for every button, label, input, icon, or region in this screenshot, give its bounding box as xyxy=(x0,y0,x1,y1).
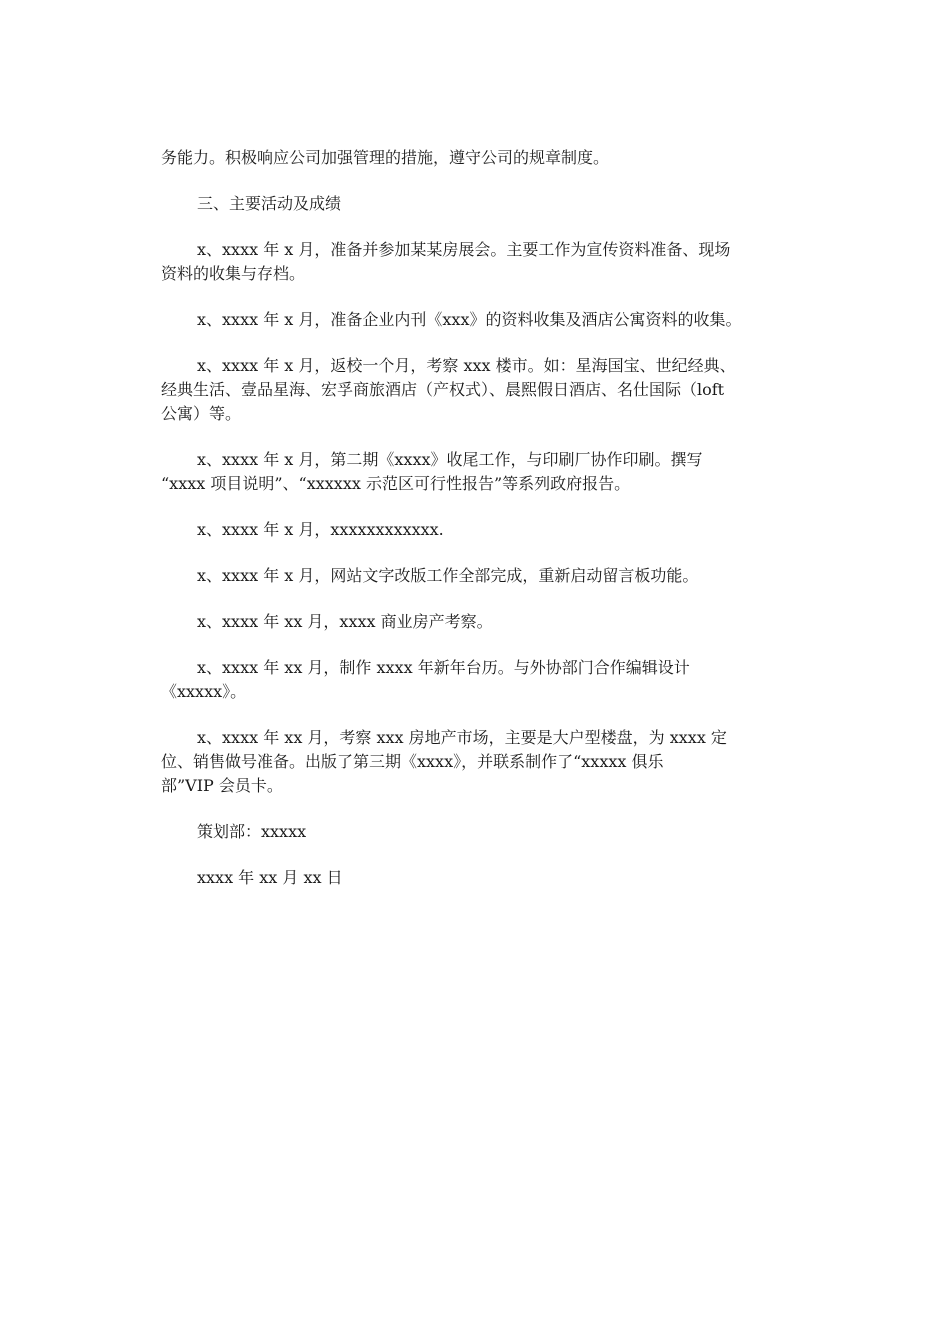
text-line: 经典生活、壹品星海、宏孚商旅酒店（产权式）、晨熙假日酒店、名仕国际（loft xyxy=(161,380,725,399)
text-line: 部”VIP 会员卡。 xyxy=(161,776,283,795)
paragraph xyxy=(161,866,791,890)
paragraph xyxy=(161,308,791,332)
paragraph xyxy=(161,238,791,286)
text-line: 《xxxxx》。 xyxy=(161,682,247,701)
paragraph xyxy=(161,726,791,798)
text-line: x、xxxx 年 x 月，第二期《xxxx》收尾工作，与印刷厂协作印刷。撰写 xyxy=(197,450,703,469)
text-line: x、xxxx 年 x 月，返校一个月，考察 xxx 楼市。如：星海国宝、世纪经典、 xyxy=(197,356,736,375)
document-body xyxy=(161,146,791,912)
text-line: 资料的收集与存档。 xyxy=(161,264,306,283)
paragraph xyxy=(161,656,791,704)
text-line: x、xxxx 年 xx 月，考察 xxx 房地产市场，主要是大户型楼盘，为 xxxx 定 xyxy=(197,728,727,747)
text-line: x、xxxx 年 xx 月，xxxx 商业房产考察。 xyxy=(197,612,493,631)
text-line: 三、主要活动及成绩 xyxy=(197,194,342,213)
paragraph xyxy=(161,354,791,426)
paragraph xyxy=(161,610,791,634)
text-line: 策划部：xxxxx xyxy=(197,822,307,841)
paragraph xyxy=(161,146,791,170)
text-line: 公寓）等。 xyxy=(161,404,242,423)
text-line: 位、销售做号准备。出版了第三期《xxxx》，并联系制作了“xxxxx 俱乐 xyxy=(161,752,664,771)
text-line: x、xxxx 年 x 月，准备并参加某某房展会。主要工作为宣传资料准备、现场 xyxy=(197,240,731,259)
paragraph xyxy=(161,820,791,844)
text-line: x、xxxx 年 xx 月，制作 xxxx 年新年台历。与外协部门合作编辑设计 xyxy=(197,658,690,677)
paragraph xyxy=(161,192,791,216)
text-line: x、xxxx 年 x 月，xxxxxxxxxxxx. xyxy=(197,520,444,539)
text-line: xxxx 年 xx 月 xx 日 xyxy=(197,868,343,887)
text-line: 务能力。积极响应公司加强管理的措施，遵守公司的规章制度。 xyxy=(161,148,610,167)
text-line: x、xxxx 年 x 月，网站文字改版工作全部完成，重新启动留言板功能。 xyxy=(197,566,699,585)
paragraph xyxy=(161,564,791,588)
text-line: x、xxxx 年 x 月，准备企业内刊《xxx》的资料收集及酒店公寓资料的收集。 xyxy=(197,310,742,329)
paragraph xyxy=(161,518,791,542)
paragraph xyxy=(161,448,791,496)
text-line: “xxxx 项目说明”、“xxxxxx 示范区可行性报告”等系列政府报告。 xyxy=(161,474,631,493)
